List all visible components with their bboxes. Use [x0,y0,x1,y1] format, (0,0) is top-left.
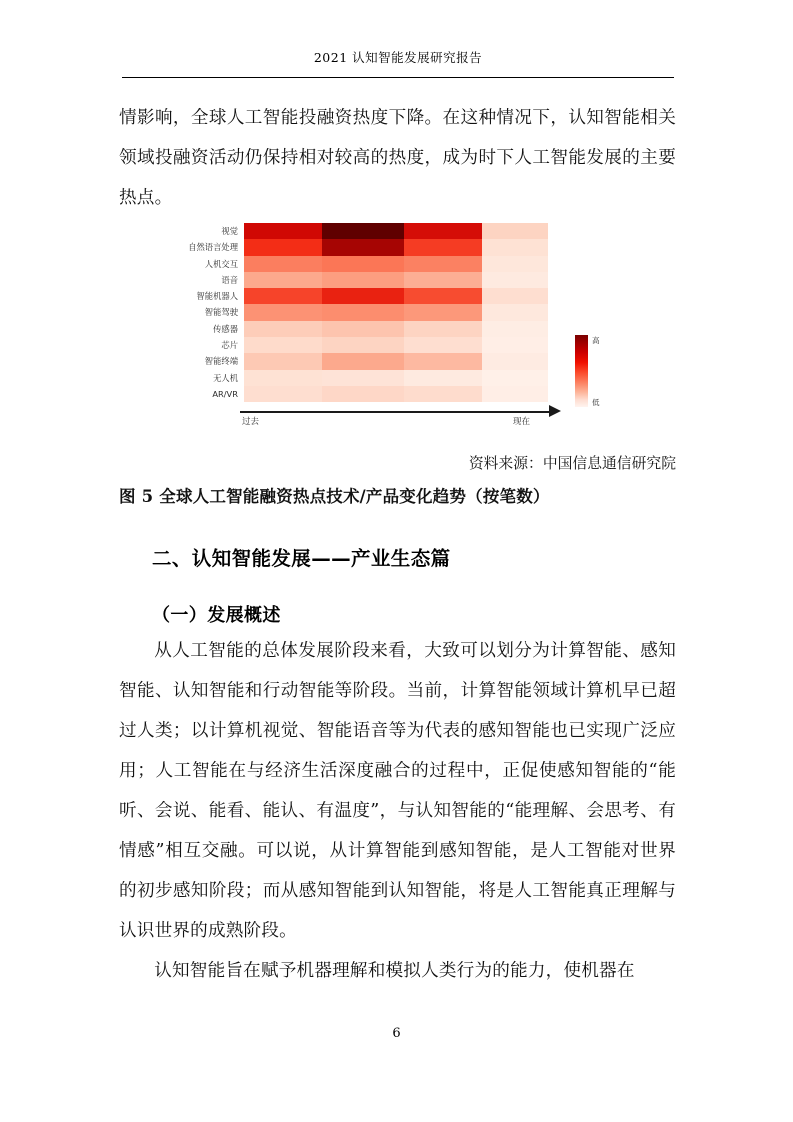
heatmap-cell [244,386,322,402]
heatmap-cell [482,353,548,369]
heatmap-cell [244,304,322,320]
page-number: 6 [392,1026,401,1041]
heatmap-x-label-end: 现在 [513,417,531,427]
heatmap-y-label: 视觉 [221,226,238,236]
heatmap-y-label: 智能机器人 [196,291,238,302]
figure-5-heatmap [150,215,620,440]
heatmap-y-label: 语音 [221,274,238,285]
heatmap-cell [482,337,548,353]
figure-source: 资料来源：中国信息通信研究院 [468,455,676,472]
heatmap-y-label: 智能终端 [204,356,238,367]
heatmap-cell [482,288,548,304]
heatmap-cell [244,223,322,239]
heatmap-y-label: 人机交互 [204,258,238,269]
heatmap-cell [482,239,548,255]
heatmap-cell [322,288,404,304]
heatmap-cell [322,304,404,320]
heatmap-cell [404,239,482,255]
heatmap-cell [322,337,404,353]
heatmap-cell [322,370,404,386]
heatmap-cell [482,272,548,288]
heatmap-colorbar [575,335,588,407]
heatmap-cell [404,321,482,337]
heatmap-cell [404,223,482,239]
heatmap-cell [322,239,404,255]
heatmap-cell [404,370,482,386]
heatmap-cell [482,321,548,337]
heatmap-cell [482,370,548,386]
heatmap-y-label: 智能驾驶 [204,307,238,318]
section-heading: 二、认知智能发展——产业生态篇 [152,547,451,570]
paragraph-3: 认知智能旨在赋予机器理解和模拟人类行为的能力，使机器在 [154,961,635,981]
heatmap-cell [244,272,322,288]
heatmap-cell [322,256,404,272]
arrow-right-icon [549,405,561,417]
heatmap-cell [404,337,482,353]
heatmap-cell [244,321,322,337]
heatmap-cell [482,223,548,239]
heatmap-cell [404,304,482,320]
heatmap-cell [482,386,548,402]
heatmap-cell [322,272,404,288]
heatmap-cell [244,288,322,304]
heatmap-y-label: 无人机 [213,372,238,383]
heatmap-cell [482,304,548,320]
heatmap-y-label: 芯片 [221,340,238,351]
heatmap-y-label: 自然语言处理 [188,242,238,253]
heatmap-cell [322,223,404,239]
heatmap-cell [322,321,404,337]
paragraph-1: 情影响，全球人工智能投融资热度下降。在这种情况下，认知智能相关领域投融资活动仍保持相对较高的热度，成为时下人工智能发展的主要热点。 [119,108,676,208]
heatmap-y-label: AR/VR [212,388,238,399]
heatmap-cell [404,288,482,304]
heatmap-cell [244,256,322,272]
heatmap-cell [404,272,482,288]
figure-caption: 图 5 全球人工智能融资热点技术/产品变化趋势（按笔数） [119,487,550,506]
heatmap-x-axis-line [240,411,551,413]
heatmap-grid [244,223,548,402]
heatmap-cell [404,386,482,402]
heatmap-y-label: 传感器 [213,323,238,334]
heatmap-cell [244,353,322,369]
heatmap-cell [244,337,322,353]
heatmap-cell [244,370,322,386]
heatmap-cell [322,386,404,402]
header-divider [122,77,674,78]
running-header: 2021 认知智能发展研究报告 [313,50,483,65]
heatmap-cell [404,256,482,272]
heatmap-cell [404,353,482,369]
heatmap-y-axis-labels [150,223,238,402]
heatmap-cell [482,256,548,272]
colorbar-high-label: 高 [592,336,600,345]
heatmap-cell [322,353,404,369]
paragraph-2: 从人工智能的总体发展阶段来看，大致可以划分为计算智能、感知智能、认知智能和行动智能等阶段。当前，计算智能领域计算机早已超过人类；以计算机视觉、智能语音等为代表的感知智能也已实现广泛应用；人工智能在与经济生活深度融合的过程中，正促使感知智能的“能听、会说、能看、能认、有温度”，与认知智能的“能理解、会思考、有情感”相互交融。可以说，从计算智能到感知智能，是人工智能对世界的初步感知阶段；而从感知智能到认知智能，将是人工智能真正理解与认识世界的成熟阶段。 [119,641,676,941]
subsection-heading: （一）发展概述 [152,605,281,626]
heatmap-cell [244,239,322,255]
colorbar-low-label: 低 [592,398,600,407]
heatmap-x-label-start: 过去 [242,417,260,427]
